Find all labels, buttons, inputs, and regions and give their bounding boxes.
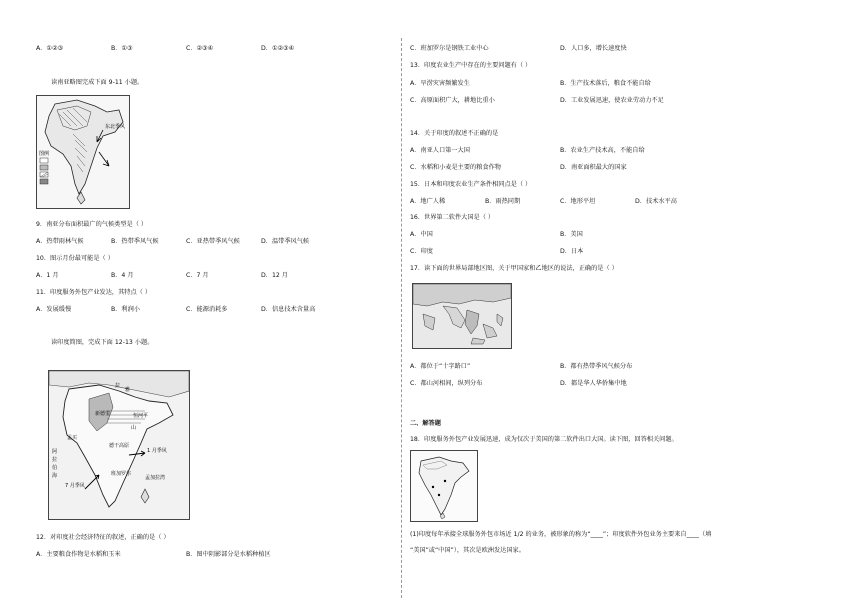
q8-option-b: B．①③ bbox=[111, 45, 133, 52]
q14-option-a: A．南亚人口第一大国 bbox=[410, 147, 470, 154]
map2-label-a: 阿 bbox=[52, 449, 58, 455]
q8-option-c: C．②③④ bbox=[186, 45, 214, 52]
q14-option-c: C．水稻和小麦是主要的粮食作物 bbox=[410, 164, 501, 171]
world-region-map-drawing bbox=[413, 284, 511, 348]
world-region-map bbox=[412, 283, 512, 349]
q13-option-a: A．旱涝灾害频繁发生 bbox=[410, 80, 470, 87]
q9-stem: 9．南亚分布面积最广的气候类型是（ ） bbox=[36, 221, 148, 228]
q12-option-c: C．班加罗尔是钢铁工业中心 bbox=[410, 45, 489, 52]
map2-label-bangalore: 班加罗尔 bbox=[111, 471, 132, 477]
south-asia-map-drawing bbox=[37, 96, 129, 208]
map2-label-jan-monsoon: 1 月季风 bbox=[147, 448, 167, 454]
q10-option-c: C．7 月 bbox=[186, 272, 209, 279]
q11-option-c: C．能源消耗多 bbox=[186, 306, 228, 313]
map2-label-jul-monsoon: 7 月季风 bbox=[65, 483, 85, 489]
q14-option-d: D．南亚面积最大的国家 bbox=[560, 164, 627, 171]
q13-option-c: C．高原面积广大，耕地比重小 bbox=[410, 97, 495, 104]
map2-label-ya: 雅 bbox=[125, 387, 131, 393]
q18-stem: 18．印度服务外包产业发展迅速，成为仅次于美国的第二软件出口大国。读下图，回答相关问题。 bbox=[410, 436, 678, 443]
q8-option-d: D．①②③④ bbox=[261, 45, 295, 52]
q14-stem: 14．关于印度的叙述不正确的是 bbox=[410, 130, 499, 137]
q17-stem: 17．读下面的世界局部地区图，关于甲国家和乙地区的说法，正确的是（ ） bbox=[410, 265, 618, 272]
q10-option-a: A．1 月 bbox=[36, 272, 59, 279]
q9-option-a: A．热带雨林气候 bbox=[36, 238, 84, 245]
q11-option-a: A．发展缓慢 bbox=[36, 306, 72, 313]
q15-stem: 15．日本和印度农业生产条件相同点是（ ） bbox=[410, 181, 532, 188]
map2-label-deccan: 德干高原 bbox=[109, 443, 130, 449]
q15-option-b: B．雨热同期 bbox=[485, 198, 521, 205]
map2-label-shan: 山 bbox=[131, 425, 137, 431]
q13-option-d: D．工业发展迅速，使农业劳动力不足 bbox=[560, 97, 664, 104]
q11-stem: 11．印度服务外包产业发达，其特点（ ） bbox=[36, 289, 152, 296]
q13-option-b: B．生产技术落后，粮食不能自给 bbox=[560, 80, 651, 87]
map2-label-la2: 拉 bbox=[52, 457, 58, 463]
q16-option-b: B．美国 bbox=[560, 231, 583, 238]
q15-option-a: A．地广人稀 bbox=[410, 198, 446, 205]
q14-option-b: B．农业生产技术高，不能自给 bbox=[560, 147, 645, 154]
map2-label-xindeli: 新德里 bbox=[95, 411, 111, 417]
q16-option-c: C．印度 bbox=[410, 248, 433, 255]
india-outsourcing-map bbox=[410, 450, 478, 522]
q16-option-a: A．中国 bbox=[410, 231, 433, 238]
q9-option-c: C．亚热带季风气候 bbox=[186, 238, 240, 245]
map2-label-hai: 海 bbox=[52, 473, 58, 479]
q12-stem: 12．对印度社会经济特征的叙述，正确的是（ ） bbox=[36, 534, 170, 541]
q10-option-b: B．4 月 bbox=[111, 272, 134, 279]
map2-label-la: 拉 bbox=[115, 383, 121, 389]
q17-option-b: B．都有热带季风气候分布 bbox=[560, 363, 633, 370]
map1-label-monsoon: 东北季风 bbox=[105, 124, 126, 130]
q18-sub1: (1)印度每年承接全球服务外包市场近 1/2 的业务，被形象的称为“____”；印度软件外包业务主要来自____（填 bbox=[410, 531, 712, 538]
q15-option-d: D．技术水平高 bbox=[635, 198, 677, 205]
map2-label-bay-of-bengal: 孟加拉湾 bbox=[145, 475, 166, 481]
intro-12-13: 读印度简图，完成下面 12-13 小题。 bbox=[51, 339, 154, 346]
map2-label-hengheping: 恒河平 bbox=[133, 413, 149, 419]
q17-option-a: A．都位于“十字路口” bbox=[410, 363, 471, 370]
q8-option-a: A．①②③ bbox=[36, 45, 64, 52]
q12-option-a: A．主要粮食作物是水稻和玉米 bbox=[36, 551, 121, 558]
south-asia-map bbox=[36, 95, 130, 209]
section-2-heading: 二、解答题 bbox=[410, 420, 441, 427]
q17-option-c: C．都山河相间，纵列分布 bbox=[410, 380, 483, 387]
q16-option-d: D．日本 bbox=[560, 248, 584, 255]
map2-label-bo: 伯 bbox=[52, 465, 58, 471]
map1-label-legend: 图例 bbox=[39, 151, 50, 157]
q13-stem: 13．印度农业生产中存在的主要问题有（ ） bbox=[410, 62, 532, 69]
q16-stem: 16．世界第二软件大国是（ ） bbox=[410, 214, 495, 221]
q18-sub1-cont: “美国”或“中国”），其次是欧洲发达国家。 bbox=[410, 547, 525, 554]
q10-stem: 10．图示月份最可能是（ ） bbox=[36, 255, 114, 262]
q11-option-d: D．信息技术含量高 bbox=[261, 306, 316, 313]
q10-option-d: D．12 月 bbox=[261, 272, 288, 279]
q12-option-b: B．图中阴影部分是水稻种植区 bbox=[186, 551, 271, 558]
map2-label-mengmai: 孟买 bbox=[67, 435, 78, 441]
column-divider bbox=[401, 38, 402, 598]
india-outsourcing-map-drawing bbox=[411, 451, 477, 521]
india-map bbox=[48, 370, 190, 520]
q9-option-b: B．热带季风气候 bbox=[111, 238, 159, 245]
intro-9-11: 读南亚略图完成下面 9-11 小题。 bbox=[51, 79, 144, 86]
q12-option-d: D．人口多，增长速度快 bbox=[560, 45, 627, 52]
q15-option-c: C．地形平坦 bbox=[560, 198, 596, 205]
q9-option-d: D．温带季风气候 bbox=[261, 238, 310, 245]
q11-option-b: B．利润小 bbox=[111, 306, 140, 313]
q17-option-d: D．都是华人华侨集中地 bbox=[560, 380, 627, 387]
